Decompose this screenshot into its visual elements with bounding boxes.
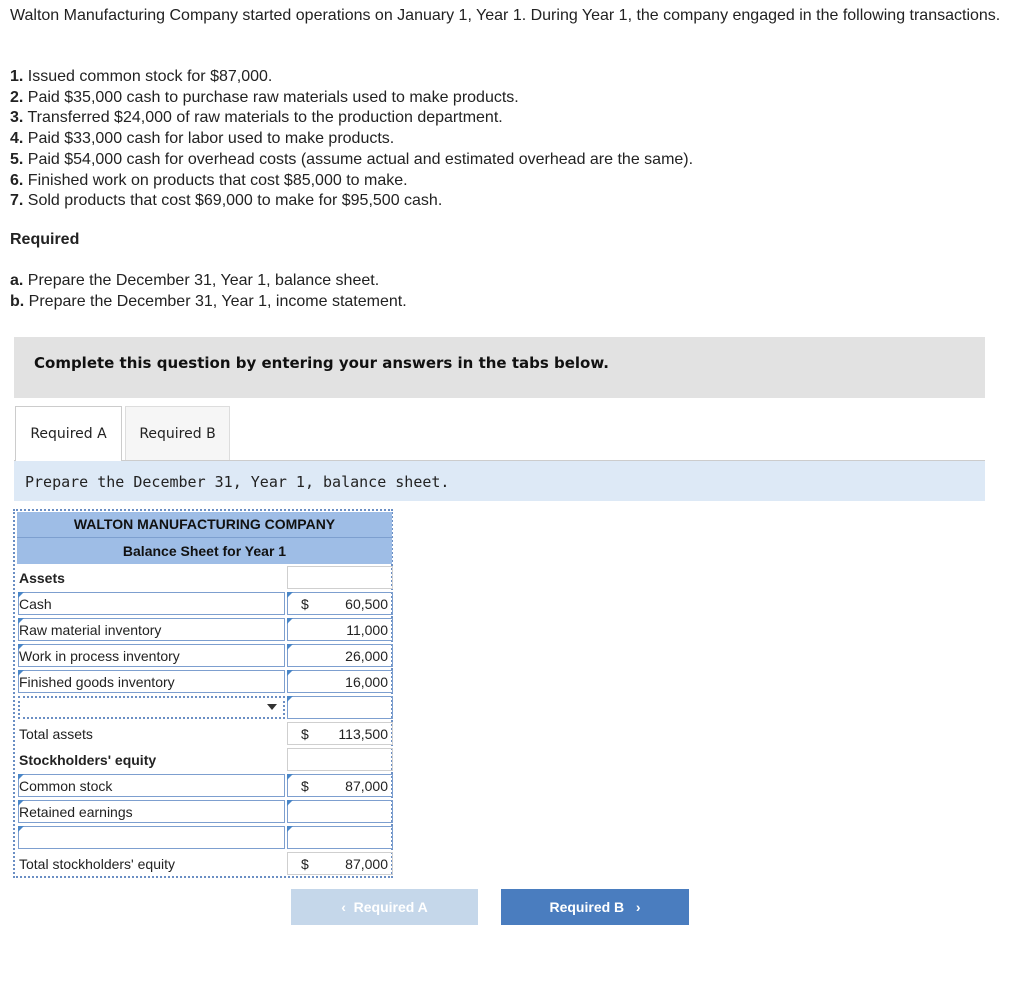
sheet-subtitle: Balance Sheet for Year 1 (17, 538, 392, 564)
dropdown-marker-icon (287, 696, 293, 702)
list-item: 6. Finished work on products that cost $85,000 to make. (10, 171, 408, 189)
dropdown-marker-icon (287, 670, 293, 676)
fg-label: Finished goods inventory (19, 674, 175, 690)
total-equity-label: Total stockholders' equity (19, 856, 175, 872)
table-row (17, 773, 392, 799)
total-assets-amount: 113,500 (338, 726, 388, 742)
table-row (17, 591, 392, 617)
dropdown-marker-icon (287, 644, 293, 650)
wip-label: Work in process inventory (19, 648, 180, 664)
empty-amount-field[interactable] (287, 696, 393, 719)
empty-amount-field[interactable] (287, 826, 393, 849)
next-tab-button[interactable] (501, 889, 689, 925)
raw-material-amount: 11,000 (346, 622, 388, 638)
tab-instruction: Prepare the December 31, Year 1, balance sheet. (25, 473, 450, 491)
list-item: 5. Paid $54,000 cash for overhead costs (assume actual and estimated overhead are the same). (10, 150, 694, 168)
cash-label-field[interactable] (18, 592, 285, 615)
currency-symbol: $ (301, 856, 309, 872)
tab-required-b[interactable]: Required B (125, 406, 230, 461)
account-select[interactable] (18, 696, 285, 719)
dropdown-marker-icon (287, 592, 293, 598)
table-row (17, 825, 392, 851)
list-item: 1. Issued common stock for $87,000. (10, 68, 273, 85)
chevron-left-icon: ‹ (341, 899, 354, 915)
cash-label: Cash (19, 596, 52, 612)
prev-tab-button[interactable] (291, 889, 478, 925)
list-item: 4. Paid $33,000 cash for labor used to make products. (10, 130, 395, 148)
dropdown-marker-icon (287, 774, 293, 780)
list-item: 2. Paid $35,000 cash to purchase raw materials used to make products. (10, 88, 519, 106)
tab-required-a[interactable]: Required A (15, 406, 122, 461)
list-item: a. Prepare the December 31, Year 1, balance sheet. (10, 272, 380, 289)
retained-earnings-label: Retained earnings (19, 804, 133, 820)
next-tab-label: Required B (549, 899, 625, 915)
problem-intro: Walton Manufacturing Company started operations on January 1, Year 1. During Year 1, the company engaged in the following transactions. (10, 7, 1001, 24)
tab-instruction-bar (14, 461, 985, 501)
equity-heading-row (17, 747, 392, 773)
dropdown-marker-icon (287, 800, 293, 806)
total-assets-label: Total assets (19, 726, 93, 742)
balance-sheet (13, 509, 393, 878)
equity-heading: Stockholders' equity (19, 752, 157, 768)
dropdown-marker-icon (287, 826, 293, 832)
required-heading: Required (10, 231, 80, 248)
banner-text: Complete this question by entering your answers in the tabs below. (34, 354, 609, 372)
table-row (17, 799, 392, 825)
empty-label-field[interactable] (18, 826, 285, 849)
common-stock-label: Common stock (19, 778, 113, 794)
chevron-right-icon: › (624, 899, 641, 915)
table-row (17, 721, 392, 747)
dropdown-marker-icon (18, 826, 24, 832)
chevron-down-icon[interactable] (267, 704, 277, 710)
dropdown-marker-icon (287, 618, 293, 624)
fg-amount: 16,000 (345, 674, 388, 690)
company-name: WALTON MANUFACTURING COMPANY (17, 512, 392, 538)
assets-heading: Assets (19, 570, 65, 586)
requirements-list (10, 270, 407, 312)
instructions-banner (14, 337, 985, 398)
empty-cell (287, 748, 393, 771)
currency-symbol: $ (301, 778, 309, 794)
list-item: 7. Sold products that cost $69,000 to make for $95,500 cash. (10, 192, 443, 210)
common-stock-amount: 87,000 (345, 778, 388, 794)
prev-tab-label: Required A (353, 899, 428, 915)
table-row (17, 643, 392, 669)
currency-symbol: $ (301, 596, 309, 612)
table-row (17, 695, 392, 721)
raw-material-label: Raw material inventory (19, 622, 162, 638)
cash-amount: 60,500 (345, 596, 388, 612)
table-row (17, 851, 392, 877)
retained-amount-field[interactable] (287, 800, 393, 823)
total-equity-amount: 87,000 (345, 856, 388, 872)
table-row (17, 669, 392, 695)
currency-symbol: $ (301, 726, 309, 742)
empty-cell (287, 566, 393, 589)
assets-heading-row (17, 565, 392, 591)
list-item: 3. Transferred $24,000 of raw materials to the production department. (10, 109, 503, 127)
wip-amount: 26,000 (345, 648, 388, 664)
table-row (17, 617, 392, 643)
list-item: b. Prepare the December 31, Year 1, income statement. (10, 293, 407, 310)
transactions-list (10, 67, 693, 212)
